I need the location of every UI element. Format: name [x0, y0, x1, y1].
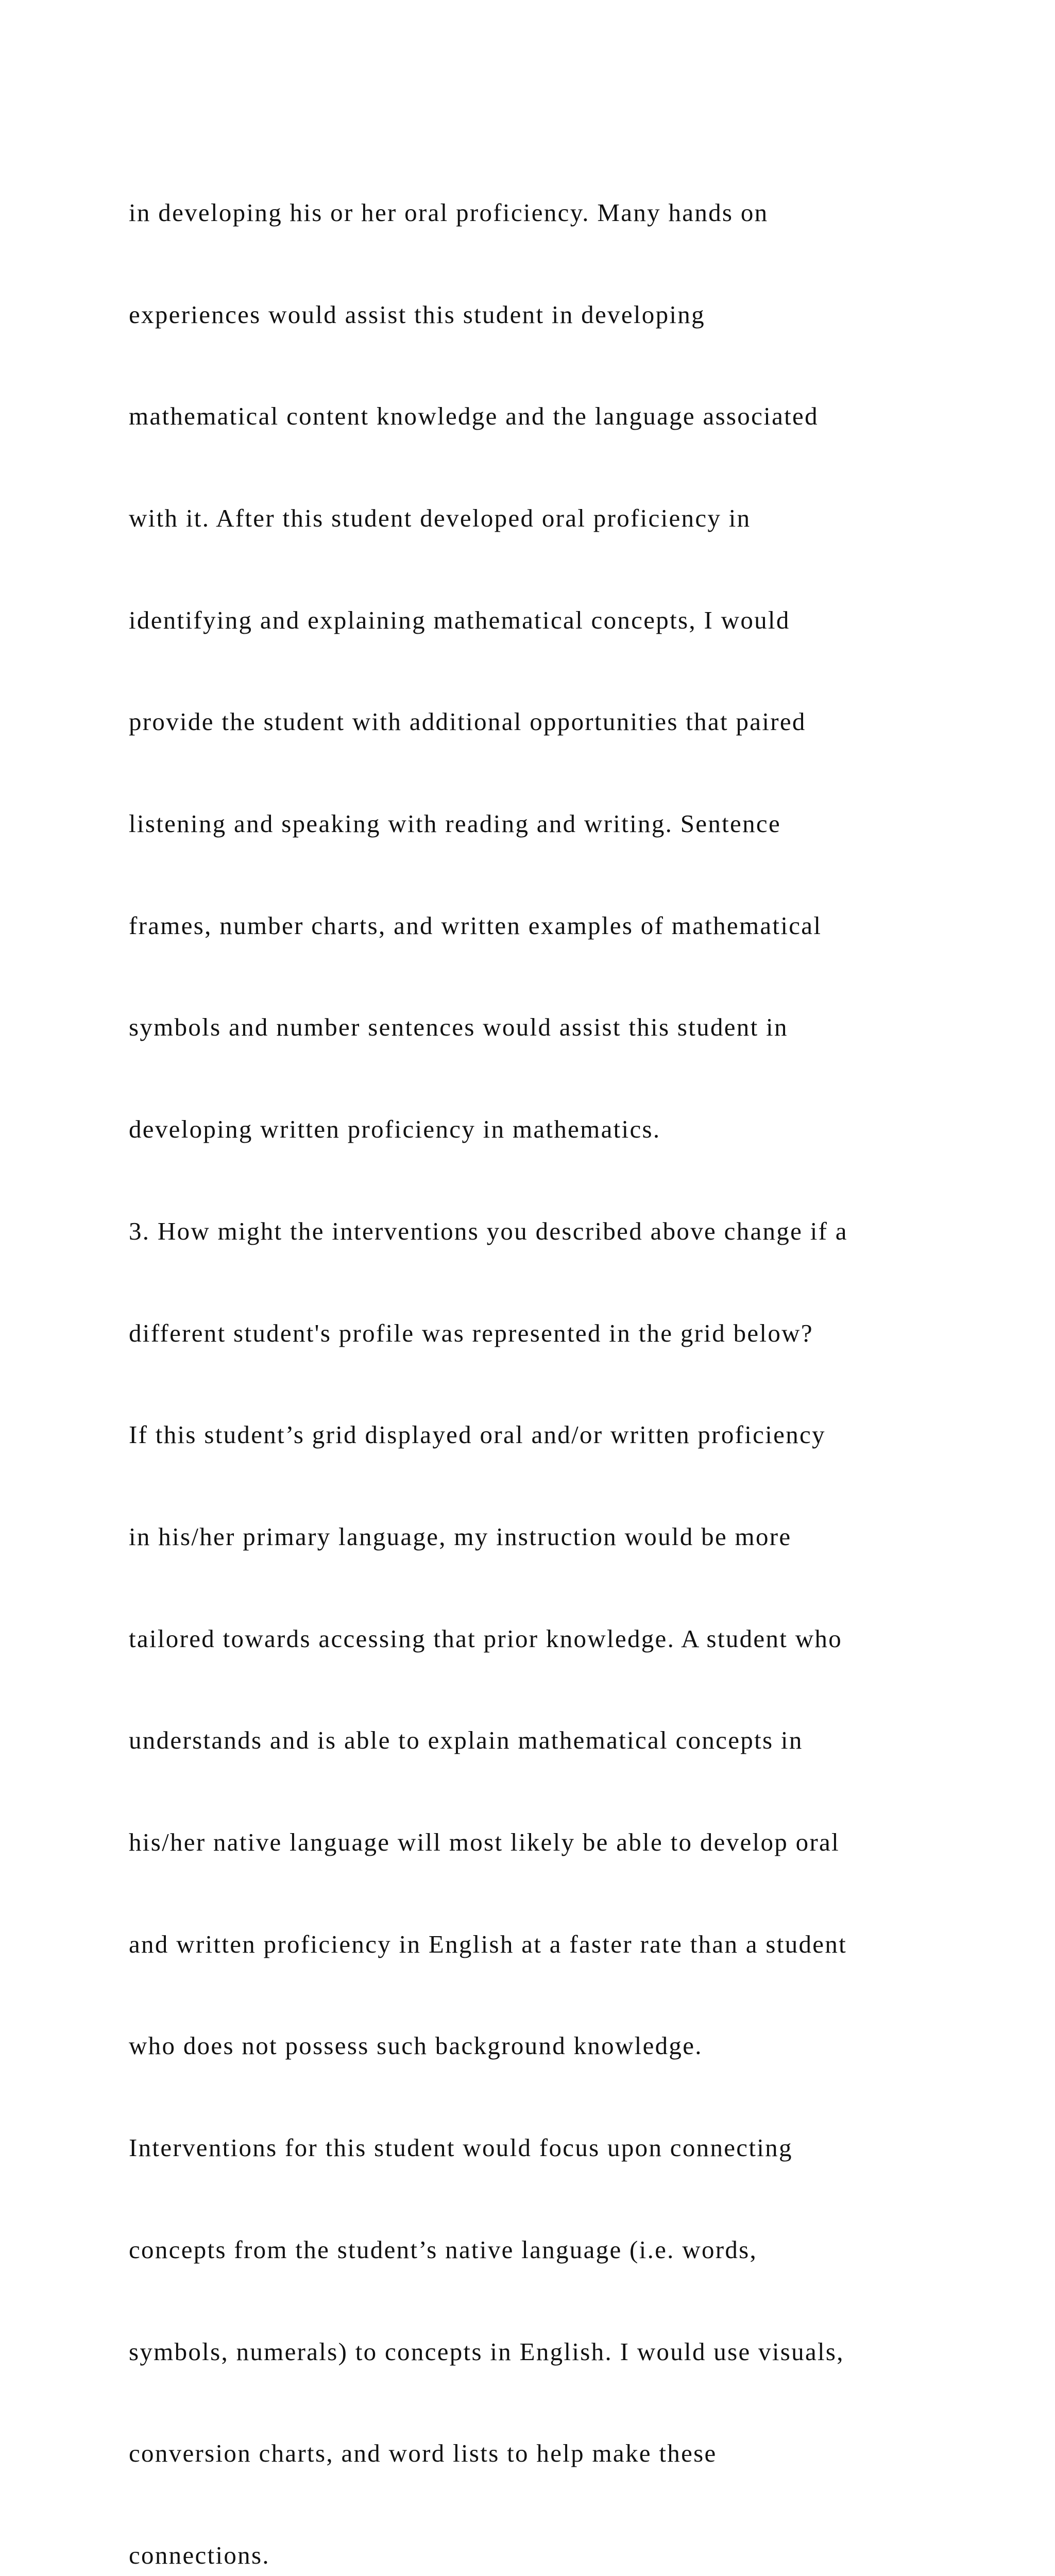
text-line: in developing his or her oral proficiency. Many hands on: [129, 198, 769, 227]
text-line: provide the student with additional opportunities that paired: [129, 707, 806, 736]
text-line: mathematical content knowledge and the language associated: [129, 402, 819, 431]
text-line: identifying and explaining mathematical concepts, I would: [129, 605, 790, 634]
text-line: listening and speaking with reading and writing. Sentence: [129, 809, 781, 838]
text-line: in his/her primary language, my instruction would be more: [129, 1522, 792, 1551]
text-line: conversion charts, and word lists to help make these: [129, 2439, 717, 2468]
text-line: and written proficiency in English at a faster rate than a student: [129, 1929, 847, 1958]
text-line: with it. After this student developed oral proficiency in: [129, 503, 751, 532]
text-line: If this student’s grid displayed oral and/or written proficiency: [129, 1420, 826, 1449]
text-line: experiences would assist this student in developing: [129, 300, 705, 329]
text-line: Interventions for this student would focus upon connecting: [129, 2133, 793, 2162]
text-line: concepts from the student’s native language (i.e. words,: [129, 2235, 758, 2264]
document-body: [129, 128, 1005, 2576]
question-3-line: different student's profile was represented in the grid below?: [129, 1318, 813, 1347]
text-line: connections.: [129, 2540, 270, 2569]
text-line: frames, number charts, and written examples of mathematical: [129, 911, 822, 940]
text-line: tailored towards accessing that prior knowledge. A student who: [129, 1624, 843, 1653]
text-line: who does not possess such background knowledge.: [129, 2031, 703, 2060]
text-line: developing written proficiency in mathematics.: [129, 1115, 661, 1144]
text-line: symbols, numerals) to concepts in English. I would use visuals,: [129, 2337, 844, 2366]
text-line: symbols and number sentences would assist this student in: [129, 1013, 788, 1042]
text-line: his/her native language will most likely be able to develop oral: [129, 1828, 840, 1857]
question-3-line: 3. How might the interventions you described above change if a: [129, 1216, 848, 1245]
text-line: understands and is able to explain mathematical concepts in: [129, 1726, 803, 1755]
